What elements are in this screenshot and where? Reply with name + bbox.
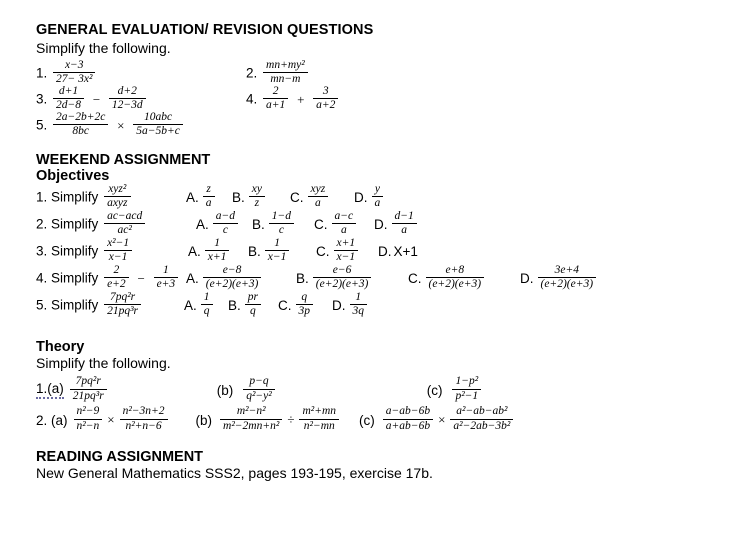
fraction-numerator: 2 — [104, 264, 129, 278]
general-item-4 — [246, 86, 340, 113]
option-fraction — [249, 183, 265, 210]
fraction-numerator: n²−9 — [74, 405, 103, 419]
fraction-numerator: 1 — [205, 237, 230, 251]
fraction-denominator: x−1 — [336, 251, 356, 263]
fraction-numerator: 3 — [313, 85, 338, 99]
fraction-denominator: 21pq³r — [72, 389, 104, 402]
q2-option-a[interactable] — [196, 211, 252, 238]
fraction-numerator: m²−n² — [220, 405, 282, 419]
q5-stem: Simplify — [51, 297, 99, 313]
fraction-numerator: 1 — [265, 237, 290, 251]
general-evaluation-questions — [36, 60, 726, 138]
fraction-denominator: (e+2)(e+3) — [428, 278, 482, 290]
fraction-numerator: d+1 — [53, 85, 84, 99]
q1-expression — [104, 183, 130, 210]
option-letter: C. — [408, 271, 422, 286]
theory-2c-label: (c) — [359, 412, 375, 428]
fraction-denominator: n²−n — [76, 419, 100, 432]
fraction-denominator: a+2 — [316, 99, 336, 112]
q1-number: 1. — [36, 189, 48, 205]
fraction-numerator: 7pq²r — [104, 291, 141, 305]
general-item-4-fraction-left — [263, 85, 288, 112]
option-fraction — [308, 183, 329, 210]
option-letter: B. — [232, 190, 245, 205]
fraction-denominator: 12−3d — [111, 99, 143, 112]
general-row-3 — [36, 112, 726, 138]
option-letter: A. — [196, 217, 209, 232]
theory-1b-label: (b) — [216, 382, 234, 398]
fraction-numerator: 7pq²r — [70, 375, 107, 389]
option-fraction — [334, 237, 359, 264]
option-fraction — [296, 291, 314, 318]
theory-2b-operator: ÷ — [287, 412, 295, 427]
fraction-numerator: x²−1 — [104, 237, 132, 251]
fraction-numerator: 1−d — [269, 210, 294, 224]
theory-2b-fraction-right — [299, 405, 339, 432]
fraction-denominator: q — [250, 305, 256, 317]
fraction-denominator: (e+2)(e+3) — [540, 278, 594, 290]
option-letter: D. — [520, 271, 534, 286]
q3-option-b[interactable] — [248, 238, 316, 265]
fraction-numerator: e−6 — [313, 264, 372, 278]
fraction-denominator: 21pq³r — [107, 305, 138, 317]
theory-2a-fraction-right — [120, 405, 168, 432]
document-content — [36, 22, 726, 481]
theory-rows — [36, 375, 726, 435]
q2-expression — [104, 210, 145, 237]
option-letter: C. — [278, 298, 292, 313]
fraction-numerator: d+2 — [109, 85, 146, 99]
q2-option-c[interactable] — [314, 211, 374, 238]
fraction-numerator: e+8 — [426, 264, 485, 278]
fraction-denominator: c — [222, 224, 228, 236]
q5-option-d[interactable] — [332, 292, 369, 319]
option-letter: B. — [248, 244, 261, 259]
q2-number: 2. — [36, 216, 48, 232]
q5-expression — [104, 291, 141, 318]
q4-stem: Simplify — [51, 270, 99, 286]
option-text: X+1 — [393, 244, 418, 259]
option-letter: D. — [374, 217, 388, 232]
option-fraction — [313, 264, 372, 291]
fraction-numerator: 10abc — [133, 111, 183, 125]
fraction-numerator: z — [203, 183, 215, 197]
fraction-numerator: m²+mn — [299, 405, 339, 419]
fraction-denominator: a²−2ab−3b² — [453, 419, 511, 432]
q4-expression-operator: − — [137, 270, 145, 286]
general-item-1-number: 1. — [36, 65, 48, 81]
reading-assignment-text: New General Mathematics SSS2, pages 193-195, exercise 17b. — [36, 465, 433, 481]
option-fraction — [201, 291, 213, 318]
q3-option-a[interactable] — [188, 238, 248, 265]
option-letter: B. — [252, 217, 265, 232]
option-fraction — [265, 237, 290, 264]
fraction-numerator: xyz — [308, 183, 329, 197]
fraction-denominator: mn−m — [270, 73, 301, 86]
fraction-numerator: 1 — [201, 291, 213, 305]
q4-option-c[interactable] — [408, 265, 520, 292]
q1-stem: Simplify — [51, 189, 99, 205]
fraction-numerator: xy — [249, 183, 265, 197]
option-fraction — [269, 210, 294, 237]
fraction-denominator: c — [278, 224, 284, 236]
fraction-denominator: e+3 — [156, 278, 176, 290]
theory-title: Theory — [36, 339, 85, 355]
option-letter: C. — [316, 244, 330, 259]
theory-1-label: 1.(a) — [36, 381, 64, 399]
fraction-denominator: a+1 — [266, 99, 286, 112]
q5-option-a[interactable] — [184, 292, 228, 319]
option-fraction — [205, 237, 230, 264]
theory-2c-operator: × — [438, 412, 446, 427]
fraction-denominator: x+1 — [207, 251, 227, 263]
fraction-denominator: a — [401, 224, 407, 236]
option-fraction — [245, 291, 261, 318]
fraction-denominator: a+ab−6b — [385, 419, 431, 432]
theory-2b-label: (b) — [195, 412, 213, 428]
weekend-assignment-title: WEEKEND ASSIGNMENT — [36, 152, 211, 168]
weekend-question-4 — [36, 265, 726, 292]
weekend-question-3 — [36, 238, 726, 265]
q5-option-c[interactable] — [278, 292, 332, 319]
theory-1c-label: (c) — [426, 382, 443, 398]
theory-instruction: Simplify the following. — [36, 355, 171, 371]
fraction-denominator: e+2 — [107, 278, 126, 290]
general-evaluation-title: GENERAL EVALUATION/ REVISION QUESTIONS — [36, 22, 374, 38]
general-item-3-fraction-right — [109, 85, 146, 112]
fraction-denominator: x−1 — [267, 251, 287, 263]
general-evaluation-instruction: Simplify the following. — [36, 40, 171, 56]
fraction-denominator: n²+n−6 — [125, 419, 162, 432]
q1-option-a[interactable] — [186, 184, 232, 211]
weekend-question-1 — [36, 184, 726, 211]
general-item-5-number: 5. — [36, 117, 48, 133]
option-fraction — [372, 183, 384, 210]
theory-1b-fraction — [243, 375, 275, 402]
q5-option-b[interactable] — [228, 292, 278, 319]
fraction-numerator: 2 — [263, 85, 288, 99]
theory-row-2 — [36, 405, 726, 435]
fraction-denominator: p²−1 — [455, 389, 479, 402]
fraction-numerator: p−q — [243, 375, 275, 389]
fraction-numerator: ac−acd — [104, 210, 145, 224]
q2-option-b[interactable] — [252, 211, 314, 238]
q4-option-d[interactable] — [520, 265, 598, 292]
theory-1a-fraction — [70, 375, 107, 402]
reading-assignment-title: READING ASSIGNMENT — [36, 449, 204, 465]
fraction-denominator: q²−y² — [246, 389, 272, 402]
fraction-numerator: a−d — [213, 210, 238, 224]
q2-stem: Simplify — [51, 216, 99, 232]
theory-row-1 — [36, 375, 726, 405]
q4-expression-left — [104, 264, 129, 291]
option-fraction — [213, 210, 238, 237]
option-fraction — [426, 264, 485, 291]
q1-option-b[interactable] — [232, 184, 290, 211]
fraction-denominator: 27− 3x² — [56, 73, 93, 86]
fraction-denominator: a — [374, 197, 381, 209]
fraction-denominator: x−1 — [108, 251, 128, 263]
weekend-question-2 — [36, 211, 726, 238]
option-letter: D. — [378, 244, 392, 259]
general-item-2-fraction — [263, 59, 308, 86]
q3-option-d[interactable] — [378, 244, 418, 259]
fraction-numerator: x−3 — [53, 59, 95, 73]
fraction-denominator: q — [203, 305, 210, 317]
general-item-5-operator: × — [117, 118, 125, 134]
general-item-1-fraction — [53, 59, 95, 86]
fraction-numerator: pr — [245, 291, 261, 305]
theory-1c-fraction — [452, 375, 481, 402]
q5-number: 5. — [36, 297, 48, 313]
fraction-denominator: 5a−5b+c — [136, 125, 180, 138]
q4-number: 4. — [36, 270, 48, 286]
fraction-numerator: y — [372, 183, 384, 197]
option-letter: D. — [332, 298, 346, 313]
option-letter: A. — [186, 190, 199, 205]
general-item-2 — [246, 60, 310, 87]
q4-option-b[interactable] — [296, 265, 408, 292]
theory-2-label: 2. (a) — [36, 412, 68, 428]
fraction-numerator: a−ab−6b — [383, 405, 433, 419]
option-fraction — [392, 210, 417, 237]
fraction-denominator: a — [205, 197, 212, 209]
q2-option-d[interactable] — [374, 211, 419, 238]
general-item-5-fraction-right — [133, 111, 183, 138]
option-letter: A. — [184, 298, 197, 313]
fraction-denominator: 8bc — [72, 125, 90, 138]
weekend-question-5 — [36, 292, 726, 319]
option-letter: A. — [188, 244, 201, 259]
option-letter: C. — [314, 217, 328, 232]
fraction-numerator: d−1 — [392, 210, 417, 224]
fraction-denominator: (e+2)(e+3) — [315, 278, 369, 290]
general-row-2 — [36, 86, 726, 112]
general-item-4-fraction-right — [313, 85, 338, 112]
q1-option-c[interactable] — [290, 184, 354, 211]
weekend-questions — [36, 184, 726, 319]
fraction-denominator: 3p — [298, 305, 310, 317]
q3-option-c[interactable] — [316, 238, 378, 265]
fraction-numerator: e−8 — [203, 264, 262, 278]
theory-2a-fraction-left — [74, 405, 103, 432]
fraction-denominator: a — [314, 197, 321, 209]
theory-2c-fraction-right — [450, 405, 513, 432]
fraction-numerator: a²−ab−ab² — [450, 405, 513, 419]
option-fraction — [203, 183, 215, 210]
general-item-4-operator: + — [297, 92, 305, 108]
general-item-3-operator: − — [92, 92, 101, 108]
fraction-numerator: n²−3n+2 — [120, 405, 168, 419]
fraction-denominator: (e+2)(e+3) — [205, 278, 259, 290]
q3-stem: Simplify — [51, 243, 99, 259]
weekend-objectives-subtitle: Objectives — [36, 168, 110, 184]
option-letter: B. — [228, 298, 241, 313]
fraction-numerator: 1−p² — [452, 375, 481, 389]
q3-expression — [104, 237, 132, 264]
fraction-denominator: 3q — [352, 305, 364, 317]
theory-2a-operator: × — [107, 412, 115, 427]
fraction-numerator: x+1 — [334, 237, 359, 251]
fraction-numerator: q — [296, 291, 314, 305]
general-item-2-number: 2. — [246, 65, 258, 81]
fraction-numerator: 2a−2b+2c — [53, 111, 108, 125]
fraction-denominator: ac² — [117, 224, 132, 236]
fraction-denominator: axyz — [107, 197, 128, 209]
fraction-denominator: 2d−8 — [56, 99, 82, 112]
option-letter: D. — [354, 190, 368, 205]
theory-2b-fraction-left — [220, 405, 282, 432]
fraction-numerator: 1 — [154, 264, 179, 278]
option-fraction — [538, 264, 597, 291]
q4-option-a[interactable] — [186, 265, 296, 292]
option-letter: C. — [290, 190, 304, 205]
option-letter: A. — [186, 271, 199, 286]
fraction-denominator: n²−mn — [303, 419, 335, 432]
fraction-numerator: mn+my² — [263, 59, 308, 73]
option-fraction — [203, 264, 262, 291]
general-item-3-number: 3. — [36, 91, 48, 107]
fraction-denominator: z — [254, 197, 260, 209]
q3-number: 3. — [36, 243, 48, 259]
q1-option-d[interactable] — [354, 184, 385, 211]
general-item-3-fraction-left — [53, 85, 84, 112]
q4-expression-right — [154, 264, 179, 291]
fraction-numerator: xyz² — [104, 183, 130, 197]
fraction-numerator: 3e+4 — [538, 264, 597, 278]
option-fraction — [350, 291, 368, 318]
general-item-5-fraction-left — [53, 111, 108, 138]
fraction-numerator: 1 — [350, 291, 368, 305]
theory-2c-fraction-left — [383, 405, 433, 432]
option-letter: B. — [296, 271, 309, 286]
fraction-denominator: m²−2mn+n² — [223, 419, 280, 432]
general-item-4-number: 4. — [246, 91, 258, 107]
fraction-denominator: a — [340, 224, 347, 236]
option-fraction — [332, 210, 357, 237]
general-row-1 — [36, 60, 726, 86]
fraction-numerator: a−c — [332, 210, 357, 224]
